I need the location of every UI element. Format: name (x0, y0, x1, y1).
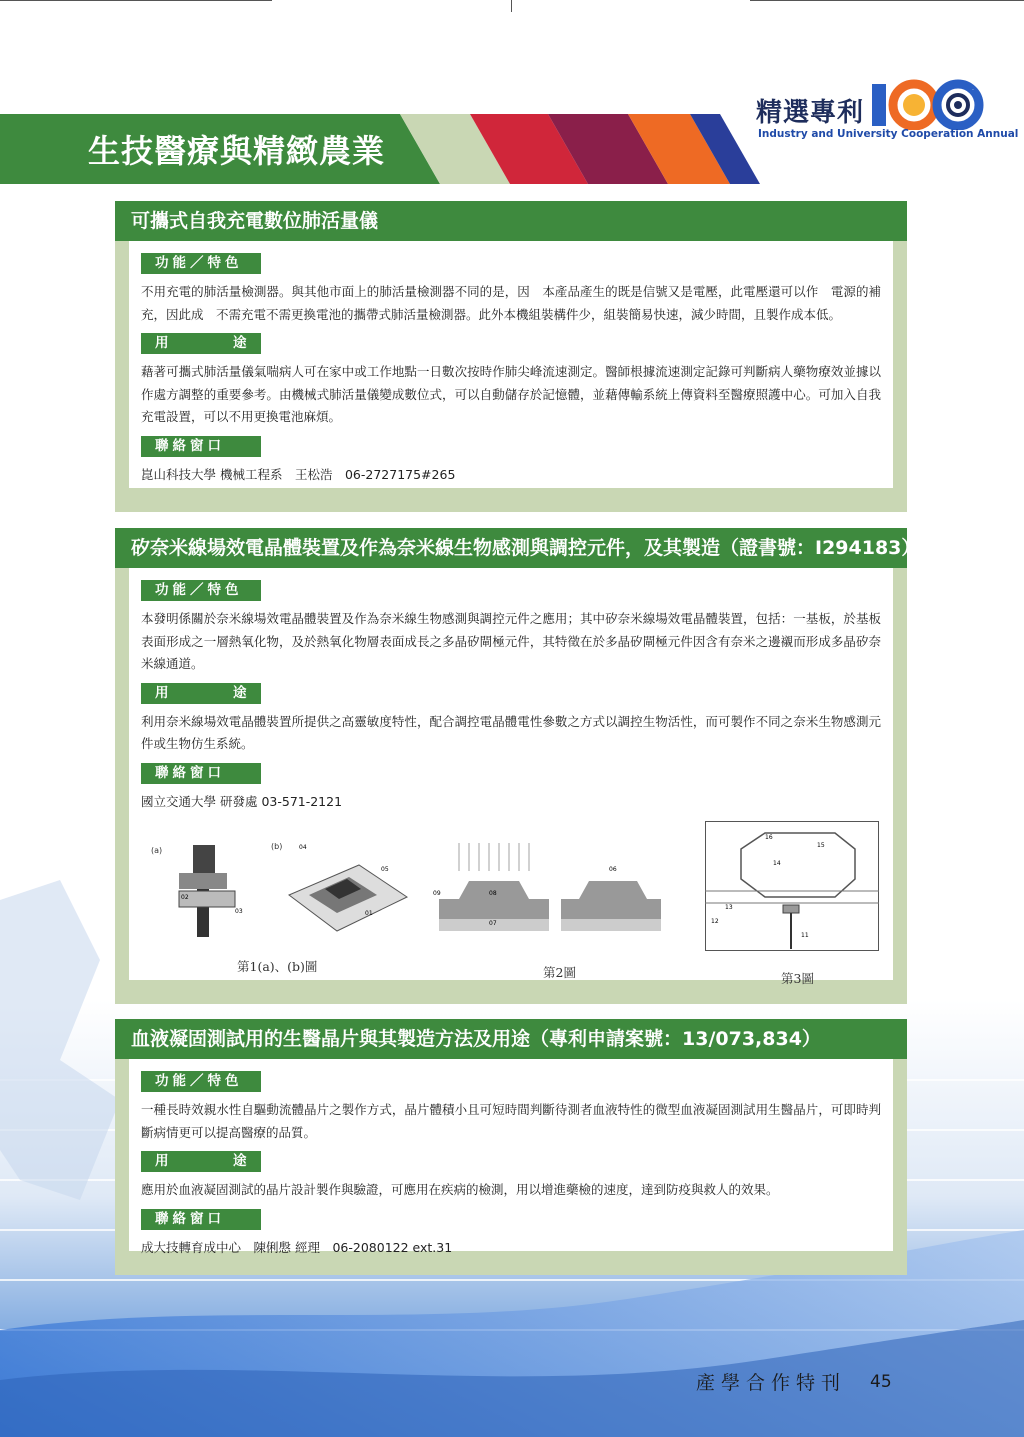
patent-title: 矽奈米線場效電晶體裝置及作為奈米線生物感測與調控元件，及其製造（證書號：I294183） (115, 528, 907, 568)
patent-panel-1 (115, 201, 907, 512)
features-text: 一種長時效親水性自驅動流體晶片之製作方式，晶片體積小且可短時間判斷待測者血液特性的微型血液凝固測試用生醫晶片，可即時判斷病情更可以提高醫療的品質。 (141, 1102, 881, 1140)
contact-label: 聯絡窗口 (141, 1209, 261, 1230)
contact-text: 成大技轉育成中心 陳俐慇 經理 06-2080122 ext.31 (141, 1239, 453, 1255)
fig3-label-14: 14 (773, 859, 781, 867)
usage-text: 應用於血液凝固測試的晶片設計製作與驗證，可應用在疾病的檢測，用以增進藥檢的速度，達到防疫與救人的效果。 (141, 1182, 779, 1197)
usage-label-a: 用 (155, 684, 169, 701)
logo-number: 100 (972, 90, 974, 91)
figure-2-caption: 第2圖 (543, 964, 576, 980)
patent-panel-2 (115, 528, 921, 1004)
fig2-label-07: 07 (489, 919, 497, 927)
fig1b-label-04: 04 (299, 843, 307, 851)
contact-label: 聯絡窗口 (141, 436, 261, 457)
publication-name: 產學合作特刊 (696, 1372, 847, 1394)
figure-3-caption: 第3圖 (781, 970, 814, 986)
usage-label-a: 用 (155, 335, 169, 351)
patent-body (129, 568, 893, 986)
fig1b-label-05: 05 (381, 865, 389, 873)
features-text: 本發明係關於奈米線場效電晶體裝置及作為奈米線生物感測與調控元件之應用；其中矽奈米線場效電晶體裝置，包括：一基板，於基板表面形成之一層熱氧化物，及於熱氧化物層表面成長之多晶矽閘極元件，其特徵在於多晶矽閘極元件因含有奈米之邊襯而形成多晶矽奈米線通道。 (141, 611, 881, 671)
patent-body (129, 241, 893, 488)
fig3-label-16: 16 (765, 833, 773, 841)
patent-panel-3 (115, 1019, 907, 1275)
fig1a-tag: (a) (151, 845, 163, 855)
fig2-label-08: 08 (489, 889, 497, 897)
figure-1b-diagram (269, 835, 409, 935)
usage-text: 利用奈米線場效電晶體裝置所提供之高靈敏度特性，配合調控電晶體電性參數之方式以調控生物活性，而可製作不同之奈米生物感測元件或生物仿生系統。 (141, 713, 881, 751)
features-label: 功能／特色 (141, 580, 261, 601)
logo-title: 精選專利 (756, 98, 865, 128)
fig3-label-13: 13 (725, 903, 733, 911)
fig1a-label-03: 03 (235, 907, 243, 915)
contact-label: 聯絡窗口 (141, 763, 261, 784)
fig2-label-06: 06 (609, 865, 617, 873)
usage-label-b: 途 (233, 684, 247, 701)
patent-title: 可攜式自我充電數位肺活量儀 (115, 201, 907, 241)
figure-1a-diagram (149, 841, 261, 941)
features-label: 功能／特色 (141, 253, 261, 274)
features-text: 不用充電的肺活量檢測器。與其他市面上的肺活量檢測器不同的是，因 本產品產生的既是信號又是電壓，此電壓還可以作 電源的補充，因此成 不需充電不需更換電池的攜帶式肺活量檢測器。此外本機組裝構件少，組裝簡易快速，減少時間，且製作成本低。 (141, 284, 881, 322)
logo-100-graphic (868, 78, 986, 130)
patent-title: 血液凝固測試用的生醫晶片與其製造方法及用途（專利申請案號：13/073,834） (115, 1019, 907, 1059)
annual-logo (756, 78, 1019, 144)
fig1b-label-01: 01 (365, 909, 373, 917)
usage-text: 藉著可攜式肺活量儀氣喘病人可在家中或工作地點一日數次按時作肺尖峰流速測定。醫師根據流速測定記錄可判斷病人藥物療效並據以作處方調整的重要參考。由機械式肺活量儀變成數位式，可以自動儲存於記憶體，並藉傳輸系統上傳資料至醫療照護中心。可加入自我充電設置，可以不用更換電池麻煩。 (141, 364, 881, 424)
usage-label (141, 333, 261, 354)
usage-label-b: 途 (233, 1153, 247, 1169)
section-title: 生技醫療與精緻農業 (88, 132, 386, 170)
figure-3-diagram (705, 821, 879, 951)
page-number: 45 (870, 1372, 892, 1392)
usage-label-b: 途 (233, 335, 247, 351)
fig1b-tag: (b) (271, 841, 283, 851)
usage-label (141, 1151, 261, 1172)
logo-subtitle: Industry and University Cooperation Annual (758, 128, 1019, 140)
features-label: 功能／特色 (141, 1071, 261, 1092)
figure-2-diagram (429, 835, 679, 935)
fig3-label-11: 11 (801, 931, 809, 939)
patent-figures (141, 821, 881, 1011)
patent-body (129, 1059, 893, 1255)
fig3-label-12: 12 (711, 917, 719, 925)
figure-1-caption: 第1(a)、(b)圖 (237, 958, 318, 974)
usage-label (141, 683, 261, 704)
fig2-label-09: 09 (433, 889, 441, 897)
contact-text: 崑山科技大學 機械工程系 王松浩 06-2727175#265 (141, 466, 456, 482)
fig3-label-15: 15 (817, 841, 825, 849)
contact-text: 國立交通大學 研發處 03-571-2121 (141, 793, 343, 809)
usage-label-a: 用 (155, 1153, 169, 1169)
fig1a-label-02: 02 (181, 893, 189, 901)
